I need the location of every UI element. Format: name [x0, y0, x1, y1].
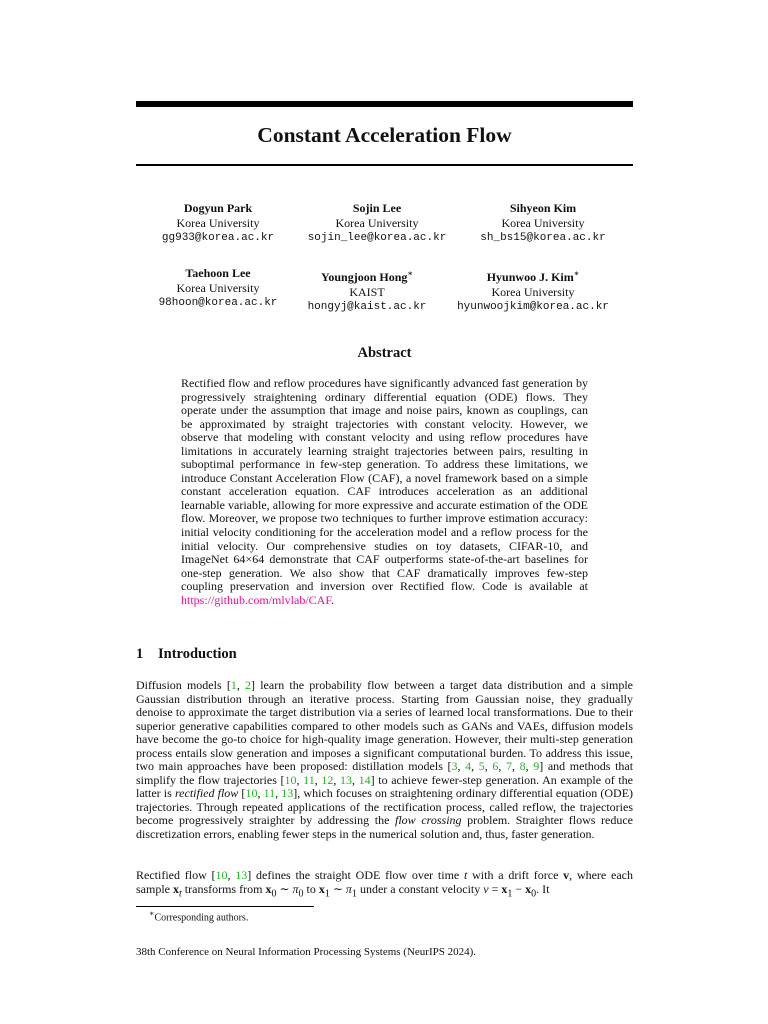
citation[interactable]: 1: [230, 678, 237, 692]
math-t: t: [464, 868, 468, 882]
author-name: Taehoon Lee: [185, 266, 251, 280]
author-email[interactable]: 98hoon@korea.ac.kr: [158, 297, 278, 309]
citation[interactable]: 11: [263, 786, 276, 800]
corresponding-mark: ∗: [407, 269, 413, 278]
math-sub: 1: [351, 887, 357, 899]
author-affiliation: Korea University: [501, 216, 585, 230]
math-sub: 1: [324, 887, 330, 899]
math-x: x: [318, 881, 325, 896]
citation[interactable]: 2: [245, 678, 252, 692]
text: [: [238, 786, 246, 800]
math-x: x: [501, 881, 508, 896]
math-sub: 0: [271, 887, 277, 899]
paper-title: Constant Acceleration Flow: [257, 123, 512, 147]
author-email[interactable]: hyunwoojkim@korea.ac.kr: [457, 301, 609, 313]
author-name: Hyunwoo J. Kim: [486, 270, 574, 284]
text: . It: [536, 881, 550, 896]
text: to: [303, 881, 319, 896]
intro-paragraph-2: Rectified flow [10, 13] defines the straight ODE flow over time t with a drift force v, where each sample $x_t$ transforms from $x_0$ ∼ $\pi_0$ to $x_1$ ∼ $\pi_1$ under a constant velocity $v = x_1 - x_0$. It: [136, 868, 633, 899]
intro-paragraph-1: Diffusion models [1, 2] learn the probability flow between a target data distribution and a simple Gaussian distribution through an iterative process. Starting from Gaussian noise, they gradually denoise to approximate the target distribution via a series of learned local transformations. Due to their superior generative capabilities compared to other models such as GANs and VAEs, diffusion models have become the go-to choice for high-quality image generation. However, their multi-step generation process entails slow generation and imposes a significant computational burden. To address this issue, two main approaches have been proposed: distillation models [3, 4, 5, 6, 7, 8, 9] and methods that simplify the flow trajectories [10, 11, 12, 13, 14] to achieve fewer-step generation. An example of the latter is rectified flow [10, 11, 13], which focuses on straightening ordinary differential equation (ODE) trajectories. Through repeated applications of the rectification process, called reflow, the trajectories become progressively straighter by addressing the flow crossing problem. Straighter flows reduce discretization errors, enabling fewer steps in the numerical solution and, thus, faster generation.: [136, 678, 634, 841]
citation[interactable]: 13: [235, 868, 248, 882]
citation[interactable]: 14: [358, 772, 371, 787]
footnote-text: Corresponding authors.: [154, 912, 249, 924]
text: ,: [236, 678, 246, 692]
author-name: Dogyun Park: [183, 201, 253, 215]
author-affiliation: Korea University: [335, 216, 419, 230]
author-name: Youngjoon Hong: [321, 270, 408, 284]
citation[interactable]: 4: [465, 759, 472, 773]
footnote-rule: [136, 906, 314, 907]
author-affiliation: Korea University: [176, 281, 260, 295]
author-affiliation: Korea University: [491, 285, 575, 299]
math-minus: −: [512, 881, 526, 896]
text: under a constant velocity: [356, 881, 484, 896]
text: ] learn the probability flow between a target data distribution and a simple Gaussian distribution through an iterative process. Starting from Gaussian noise, they gradually denoise to approximate the target distribution via a series of learned local transformations. Due to their superior generative capabilities compared to other models such as GANs and VAEs, diffusion models have become the go-to choice for high-quality image generation. However, their multi-step generation process entails slow generation and imposes a significant computational burden. To address this issue, two main approaches have been proposed: distillation models [: [136, 678, 634, 773]
text: Diffusion models [: [136, 678, 231, 692]
citation[interactable]: 3: [451, 759, 458, 773]
math-v: v: [563, 868, 570, 882]
author-email[interactable]: sojin_lee@korea.ac.kr: [307, 232, 447, 244]
footnote-mark: ∗: [149, 909, 155, 918]
author-email[interactable]: hongyj@kaist.ac.kr: [307, 301, 427, 313]
text: , where each sample: [136, 868, 633, 896]
emphasis: rectified flow: [174, 786, 239, 800]
text: transforms from: [181, 881, 266, 896]
author-block: [443, 201, 643, 246]
author-affiliation: KAIST: [349, 285, 385, 299]
citation[interactable]: 10: [215, 868, 228, 882]
section-number: 1: [136, 646, 144, 662]
text: ], which focuses on straightening ordinary differential equation (ODE) trajectories. Through repeated applications of the rectification process, called reflow, the trajectories become progressively straighter by addressing the: [136, 786, 634, 827]
abstract-text: Rectified flow and reflow procedures have significantly advanced fast generation by progressively straightening ordinary differential equation (ODE) flows. They operate under the assumption that image and noise pairs, known as couplings, can be approximated by straight trajectories with constant velocity. However, we observe that modeling with constant velocity and using reflow procedures have limitations in accurately learning straight trajectories between pairs, resulting in suboptimal performance in few-step generation. To address these limitations, we introduce Constant Acceleration Flow (CAF), a novel framework based on a simple constant acceleration equation. CAF introduces acceleration as an additional learnable variable, allowing for more expressive and accurate estimation of the ODE flow. Moreover, we propose two techniques to further improve estimation accuracy: initial velocity conditioning for the acceleration model and a reflow process for the initial velocity. Our comprehensive studies on toy datasets, CIFAR-10, and ImageNet 64×64 demonstrate that CAF outperforms state-of-the-art baselines for one-step generation. We also show that CAF dramatically improves few-step coupling preservation and inversion over Rectified flow. Code is available at: [181, 376, 588, 594]
citation[interactable]: 10: [245, 786, 258, 800]
math-eq: =: [488, 881, 502, 896]
title-rule-bottom: [136, 164, 633, 166]
math-sub: t: [179, 887, 182, 899]
math-x: x: [265, 881, 272, 896]
citation[interactable]: 9: [533, 759, 540, 773]
math-sim: ∼ π: [329, 881, 352, 896]
citation[interactable]: 5: [478, 759, 485, 773]
citation[interactable]: 7: [506, 759, 512, 773]
abstract-heading: Abstract: [357, 345, 412, 361]
math-sub: 0: [531, 887, 537, 899]
emphasis: flow crossing: [395, 813, 462, 827]
text: ] to achieve fewer-step generation. An example of the latter is: [136, 772, 634, 800]
math-sim: ∼ π: [276, 881, 299, 896]
citation[interactable]: 13: [339, 772, 352, 787]
abstract-body: Rectified flow and reflow procedures have significantly advanced fast generation by progressively straightening ordinary differential equation (ODE) flows. They operate under the assumption that image and noise pairs, known as couplings, can be approximated by straight trajectories with constant velocity. However, we observe that modeling with constant velocity and using reflow procedures have limitations in accurately learning straight trajectories between pairs, resulting in suboptimal performance in few-step generation. To address these limitations, we introduce Constant Acceleration Flow (CAF), a novel framework based on a simple constant acceleration equation. CAF introduces acceleration as an additional learnable variable, allowing for more expressive and accurate estimation of the ODE flow. Moreover, we propose two techniques to further improve estimation accuracy: initial velocity conditioning for the acceleration model and a reflow process for the initial velocity. Our comprehensive studies on toy datasets, CIFAR-10, and ImageNet 64×64 demonstrate that CAF outperforms state-of-the-art baselines for one-step generation. We also show that CAF dramatically improves few-step coupling preservation and inversion over Rectified flow. Code is available at https://github.com/mlvlab/CAF.: [181, 376, 588, 607]
math-x: x: [525, 881, 532, 896]
citation[interactable]: 6: [492, 759, 499, 773]
corresponding-mark: ∗: [573, 269, 580, 278]
citation[interactable]: 11: [303, 772, 315, 787]
text: Rectified flow [: [136, 868, 216, 882]
section-heading: [136, 646, 237, 663]
author-name: Sojin Lee: [352, 201, 402, 215]
section-title: Introduction: [158, 646, 237, 662]
text: ] and methods that simplify the flow trajectories [: [136, 759, 634, 787]
author-email[interactable]: sh_bs15@korea.ac.kr: [480, 232, 606, 244]
code-link[interactable]: https://github.com/mlvlab/CAF: [181, 592, 332, 607]
footnote: [149, 909, 248, 923]
author-email[interactable]: gg933@korea.ac.kr: [161, 232, 275, 244]
citation[interactable]: 12: [321, 772, 334, 787]
citation[interactable]: 8: [519, 759, 526, 773]
text: with a drift force: [467, 868, 564, 882]
author-name-line: [433, 266, 633, 285]
citation[interactable]: 13: [281, 786, 294, 800]
math-sub: 0: [298, 887, 304, 899]
venue-footer: 38th Conference on Neural Information Processing Systems (NeurIPS 2024).: [136, 946, 477, 958]
math-v: v: [483, 881, 489, 896]
author-name: Sihyeon Kim: [509, 201, 577, 215]
text: problem. Straighter flows reduce discretization errors, enabling fewer steps in the numerical solution and, thus, faster generation.: [136, 813, 633, 841]
math-x: x: [173, 881, 179, 896]
citation[interactable]: 10: [284, 772, 297, 787]
math-sub: 1: [507, 887, 513, 899]
author-block: [433, 266, 633, 315]
title-rule-top: [136, 101, 633, 107]
author-affiliation: Korea University: [176, 216, 260, 230]
text: ] defines the straight ODE flow over time: [247, 868, 465, 882]
